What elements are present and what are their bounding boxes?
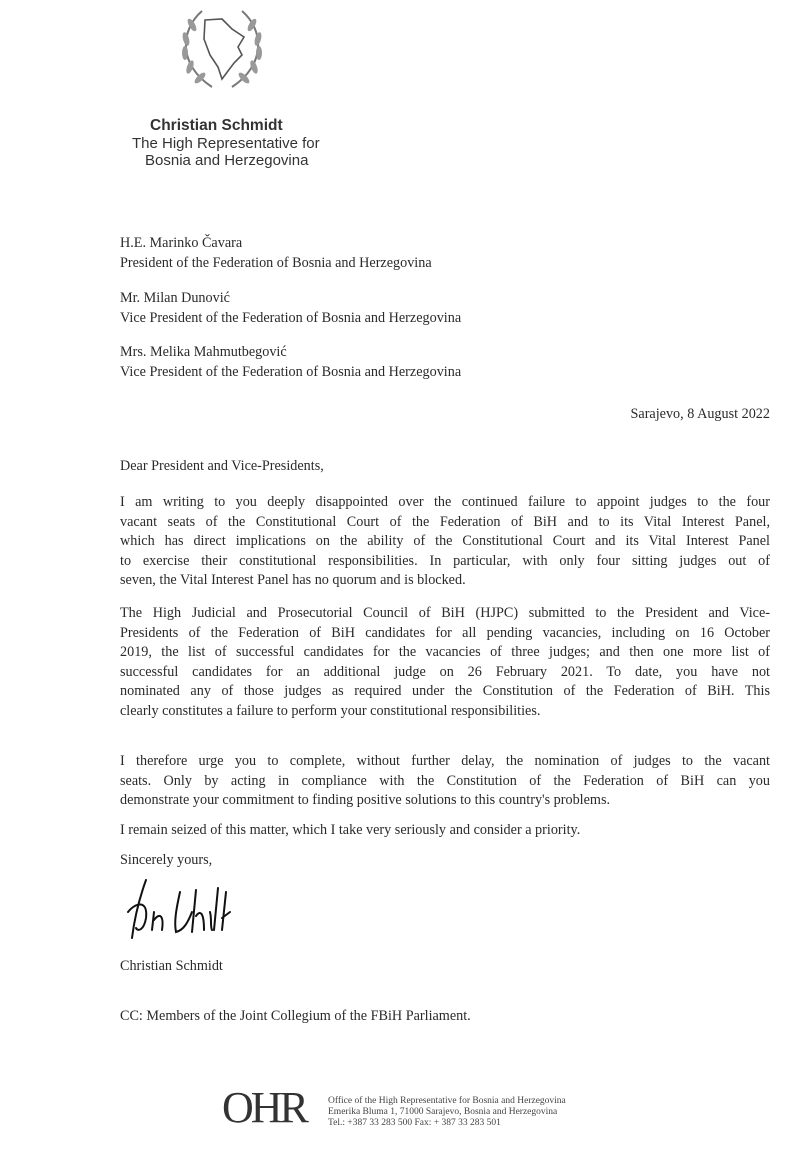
paragraph-line: I remain seized of this matter, which I take very seriously and consider a priority.: [120, 822, 581, 838]
paragraph-line: I therefore urge you to complete, without further delay, the nomination of judges to the vacant: [120, 753, 770, 769]
recipient-role: President of the Federation of Bosnia and Herzegovina: [120, 255, 432, 271]
paragraph-line: Presidents of the Federation of BiH candidates for all pending vacancies, including on 16 October: [120, 624, 770, 641]
letterhead-title: The High Representative for: [132, 135, 320, 152]
footer-contact: Tel.: +387 33 283 500 Fax: + 387 33 283 501: [328, 1118, 501, 1128]
footer-office: Office of the High Representative for Bosnia and Herzegovina: [328, 1096, 566, 1106]
ohr-logo: OHR: [222, 1083, 306, 1132]
recipient-role: Vice President of the Federation of Bosnia and Herzegovina: [120, 364, 462, 380]
body-paragraph: [120, 822, 770, 842]
recipient-block: [120, 233, 432, 273]
recipient-name: H.E. Marinko Čavara: [120, 235, 243, 251]
signatory-name: Christian Schmidt: [120, 958, 223, 974]
paragraph-line: The High Judicial and Prosecutorial Council of BiH (HJPC) submitted to the President and Vice-: [120, 605, 770, 621]
footer-street: Emerika Bluma 1, 71000 Sarajevo, Bosnia and Herzegovina: [328, 1107, 558, 1117]
paragraph-line: clearly constitutes a failure to perform your constitutional responsibilities.: [120, 702, 541, 719]
footer-address: [328, 1096, 566, 1129]
body-paragraph: [120, 753, 770, 812]
paragraph-line: which has direct implications on the ability of the Constitutional Court and its Vital Interest Panel: [120, 533, 770, 550]
recipient-block: [120, 342, 461, 382]
paragraph-line: to exercise their constitutional responsibilities. In particular, with only four sitting judges out of: [120, 552, 770, 569]
paragraph-line: nominated any of those judges as required under the Constitution of the Federation of BiH. This: [120, 683, 770, 700]
paragraph-line: seven, the Vital Interest Panel has no quorum and is blocked.: [120, 572, 466, 589]
recipient-role: Vice President of the Federation of Bosnia and Herzegovina: [120, 310, 462, 326]
recipient-name: Mrs. Melika Mahmutbegović: [120, 344, 287, 360]
ohr-emblem-icon: [172, 5, 272, 93]
recipient-name: Mr. Milan Dunović: [120, 290, 230, 306]
recipient-block: [120, 288, 461, 328]
paragraph-line: demonstrate your commitment to finding positive solutions to this country's problems.: [120, 792, 611, 809]
cc-line: CC: Members of the Joint Collegium of the FBiH Parliament.: [120, 1008, 471, 1024]
letterhead-name: Christian Schmidt: [150, 117, 283, 134]
paragraph-line: I am writing to you deeply disappointed over the continued failure to appoint judges to the four: [120, 494, 770, 510]
paragraph-line: 2019, the list of successful candidates for the vacancies of three judges; and then one more list of: [120, 644, 770, 661]
handwritten-signature: [118, 872, 258, 944]
letter-date: Sarajevo, 8 August 2022: [630, 406, 770, 422]
paragraph-line: vacant seats of the Constitutional Court of the Federation of BiH and to its Vital Interest Panel,: [120, 513, 770, 530]
paragraph-line: successful candidates for an additional judge on 26 February 2021. To date, you have not: [120, 663, 770, 680]
salutation: Dear President and Vice-Presidents,: [120, 458, 324, 474]
letterhead-country: Bosnia and Herzegovina: [145, 152, 309, 169]
paragraph-line: seats. Only by acting in compliance with the Constitution of the Federation of BiH can you: [120, 772, 770, 789]
closing: Sincerely yours,: [120, 852, 213, 868]
body-paragraph: [120, 605, 770, 723]
body-paragraph: [120, 494, 770, 592]
